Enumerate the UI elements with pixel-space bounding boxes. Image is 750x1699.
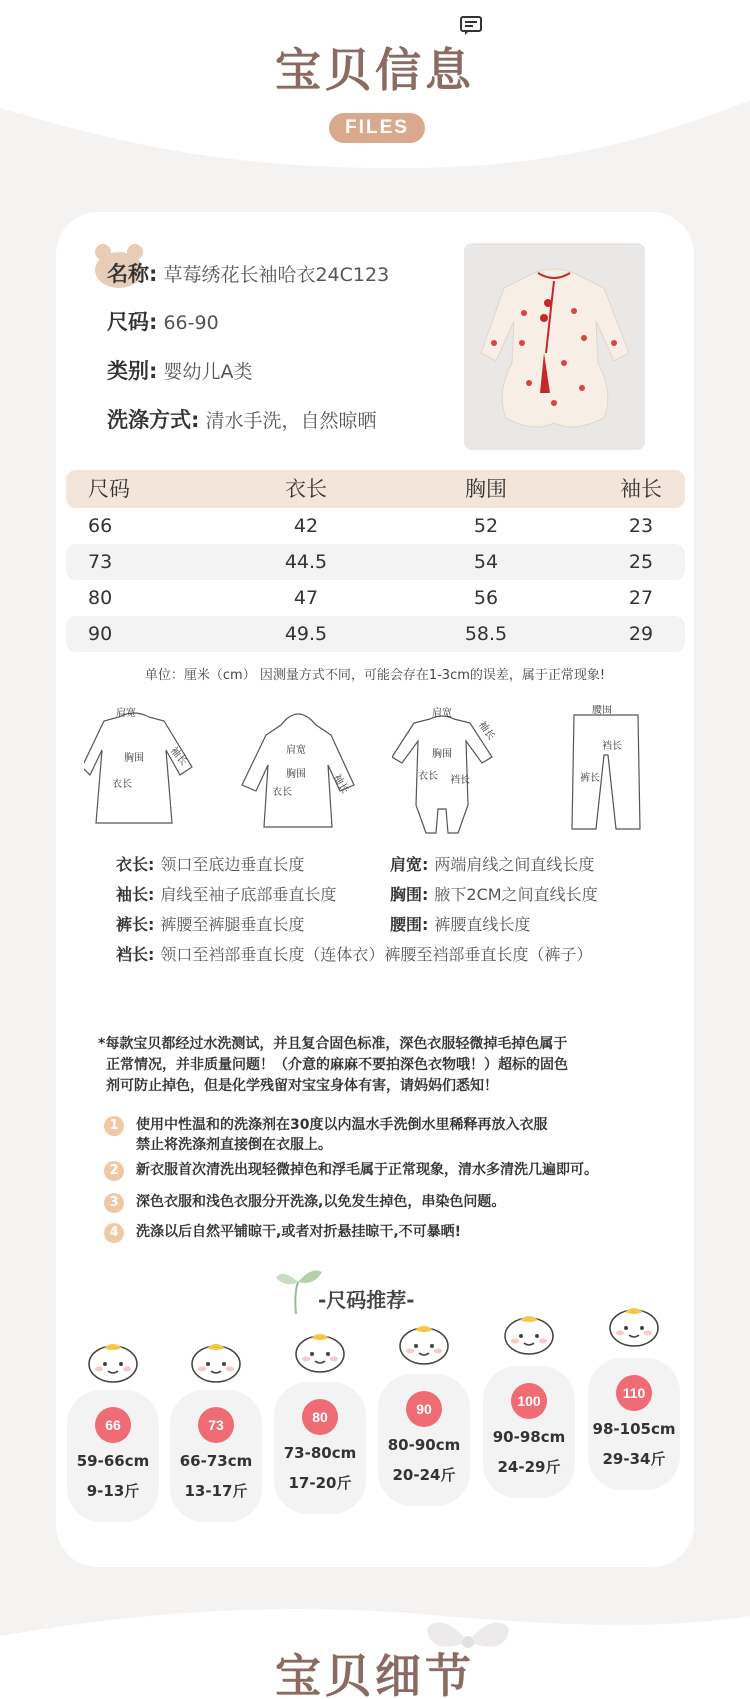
table-cell: 80 [88,587,113,609]
baby-face-icon [502,1312,556,1356]
category-value: 婴幼儿A类 [163,361,253,383]
size-row [107,306,219,336]
table-cell: 54 [473,551,499,573]
table-cell: 66 [88,515,113,537]
table-cell: 25 [628,551,654,573]
crotch-label: 裆长 [602,741,622,752]
tip-number: 1 [104,1116,124,1136]
definition-key: 腰围: [390,915,429,934]
chest-label: 胸围 [432,749,452,760]
size-weight: 24-29斤 [497,1458,561,1476]
wash-label: 洗涤方式: [107,408,200,432]
table-cell: 52 [473,515,499,537]
sleeve-label: 袖长 [476,719,497,743]
pants-length-label: 裤长 [580,773,600,784]
definition-value: 裤腰至裤腿垂直长度 [160,915,305,934]
table-header-cell: 胸围 [465,477,507,501]
chest-label: 胸围 [124,753,144,764]
table-cell: 47 [293,587,319,609]
definition-key: 衣长: [116,855,155,874]
size-table [66,470,685,652]
definition-item [390,852,594,875]
length-label: 衣长 [418,771,438,782]
definition-key: 肩宽: [390,855,429,874]
message-icon[interactable] [459,15,485,37]
files-badge: FILES [329,113,425,143]
product-photo [464,243,645,450]
measurement-note: 单位：厘米（cm） 因测量方式不同，可能会存在1-3cm的误差，属于正常现象! [144,668,606,683]
table-cell: 56 [473,587,499,609]
tip-number: 3 [104,1193,124,1213]
detail-section-title: 宝贝细节 [275,1649,475,1699]
size-badge: 100 [511,1383,547,1419]
tip-text: 禁止将洗涤剂直接倒在衣服上。 [136,1137,332,1153]
tip-text: 洗涤以后自然平铺晾干,或者对折悬挂晾干,不可暴晒! [136,1224,462,1240]
table-header-row [66,470,685,508]
size-badge: 80 [302,1399,338,1435]
name-value: 草莓绣花长袖哈衣24C123 [163,264,390,286]
table-row [66,544,685,580]
table-cell: 29 [628,623,654,645]
table-cell: 90 [88,623,113,645]
header-wave [0,90,750,230]
definition-value: 领口至裆部垂直长度（连体衣）裤腰至裆部垂直长度（裤子） [160,945,593,964]
size-badge: 66 [95,1407,131,1443]
definition-key: 袖长: [116,885,155,904]
size-weight: 20-24斤 [392,1466,456,1484]
size-height: 90-98cm [492,1428,566,1446]
baby-face-icon [607,1304,661,1348]
sleeve-label: 袖长 [167,745,190,768]
waist-label: 腰围 [592,705,612,716]
tip-text: 新衣服首次清洗出现轻微掉色和浮毛属于正常现象，清水多清洗几遍即可。 [136,1162,598,1178]
romper-illustration [464,243,645,450]
definition-key: 胸围: [390,885,429,904]
definition-value: 裤腰直线长度 [434,915,531,934]
pants-diagram [566,705,646,835]
size-label: 尺码: [107,310,158,334]
size-height: 59-66cm [76,1452,150,1470]
table-header-cell: 衣长 [285,477,327,501]
size-badge: 90 [406,1391,442,1427]
size-height: 66-73cm [179,1452,253,1470]
table-cell: 42 [293,515,319,537]
table-cell: 73 [88,551,113,573]
category-label: 类别: [107,359,158,383]
sprout-icon [274,1264,324,1316]
name-label: 名称: [107,262,158,286]
baby-face-icon [397,1322,451,1366]
baby-face-icon [86,1340,140,1384]
definition-item [116,852,304,875]
baby-face-icon [293,1330,347,1374]
product-name-row [107,258,389,288]
definition-item [390,912,530,935]
definition-item [116,942,592,965]
size-weight: 17-20斤 [288,1474,352,1492]
table-header-cell: 尺码 [88,477,130,501]
table-cell: 49.5 [284,623,328,645]
warning-line: 剂可防止掉色，但是化学残留对宝宝身体有害，请妈妈们悉知！ [106,1078,498,1094]
hoodie-diagram [236,705,361,830]
chest-label: 胸围 [286,769,306,780]
definition-value: 腋下2CM之间直线长度 [434,885,598,904]
romper-diagram [392,705,512,835]
size-height: 98-105cm [592,1420,676,1438]
size-height: 80-90cm [387,1436,461,1454]
shoulder-label: 肩宽 [432,708,452,719]
dress-diagram [84,705,204,830]
definition-item [390,882,598,905]
definition-value: 领口至底边垂直长度 [160,855,305,874]
baby-face-icon [189,1340,243,1384]
crotch-label: 裆长 [450,775,470,786]
size-weight: 13-17斤 [184,1482,248,1500]
wash-value: 清水手洗，自然晾晒 [205,410,377,432]
length-label: 衣长 [112,779,132,790]
tip-text: 使用中性温和的洗涤剂在30度以内温水手洗倒水里稀释再放入衣服 [136,1117,548,1133]
size-height: 73-80cm [283,1444,357,1462]
sleeve-label: 袖长 [330,772,351,796]
tip-text: 深色衣服和浅色衣服分开洗涤,以免发生掉色，串染色问题。 [136,1194,506,1210]
table-row [66,616,685,652]
warning-line: 正常情况，并非质量问题！（介意的麻麻不要拍深色衣物哦！）超标的固色 [106,1057,568,1073]
definition-item [116,912,304,935]
size-value: 66-90 [163,312,219,334]
warning-line: *每款宝贝都经过水洗测试，并且复合固色标准，深色衣服轻微掉毛掉色属于 [98,1036,568,1052]
table-cell: 44.5 [284,551,328,573]
shoulder-label: 肩宽 [116,708,136,719]
size-weight: 29-34斤 [602,1450,666,1468]
definition-item [116,882,336,905]
tip-number: 4 [104,1223,124,1243]
definition-value: 肩线至袖子底部垂直长度 [160,885,337,904]
length-label: 衣长 [272,787,292,798]
tip-number: 2 [104,1161,124,1181]
size-badge: 73 [198,1407,234,1443]
definition-key: 裤长: [116,915,155,934]
page-title: 宝贝信息 [275,43,475,97]
wash-warning [98,1034,658,1097]
table-header-cell: 袖长 [620,477,662,501]
shoulder-label: 肩宽 [286,745,306,756]
definition-key: 裆长: [116,945,155,964]
table-cell: 23 [628,515,654,537]
table-cell: 27 [628,587,654,609]
table-row [66,508,685,544]
wash-row [107,404,376,434]
size-weight: 9-13斤 [86,1482,140,1500]
size-recommend-title: -尺码推荐- [318,1288,415,1312]
table-cell: 58.5 [464,623,508,645]
category-row [107,355,252,385]
definition-value: 两端肩线之间直线长度 [434,855,595,874]
size-badge: 110 [616,1375,652,1411]
table-row [66,580,685,616]
